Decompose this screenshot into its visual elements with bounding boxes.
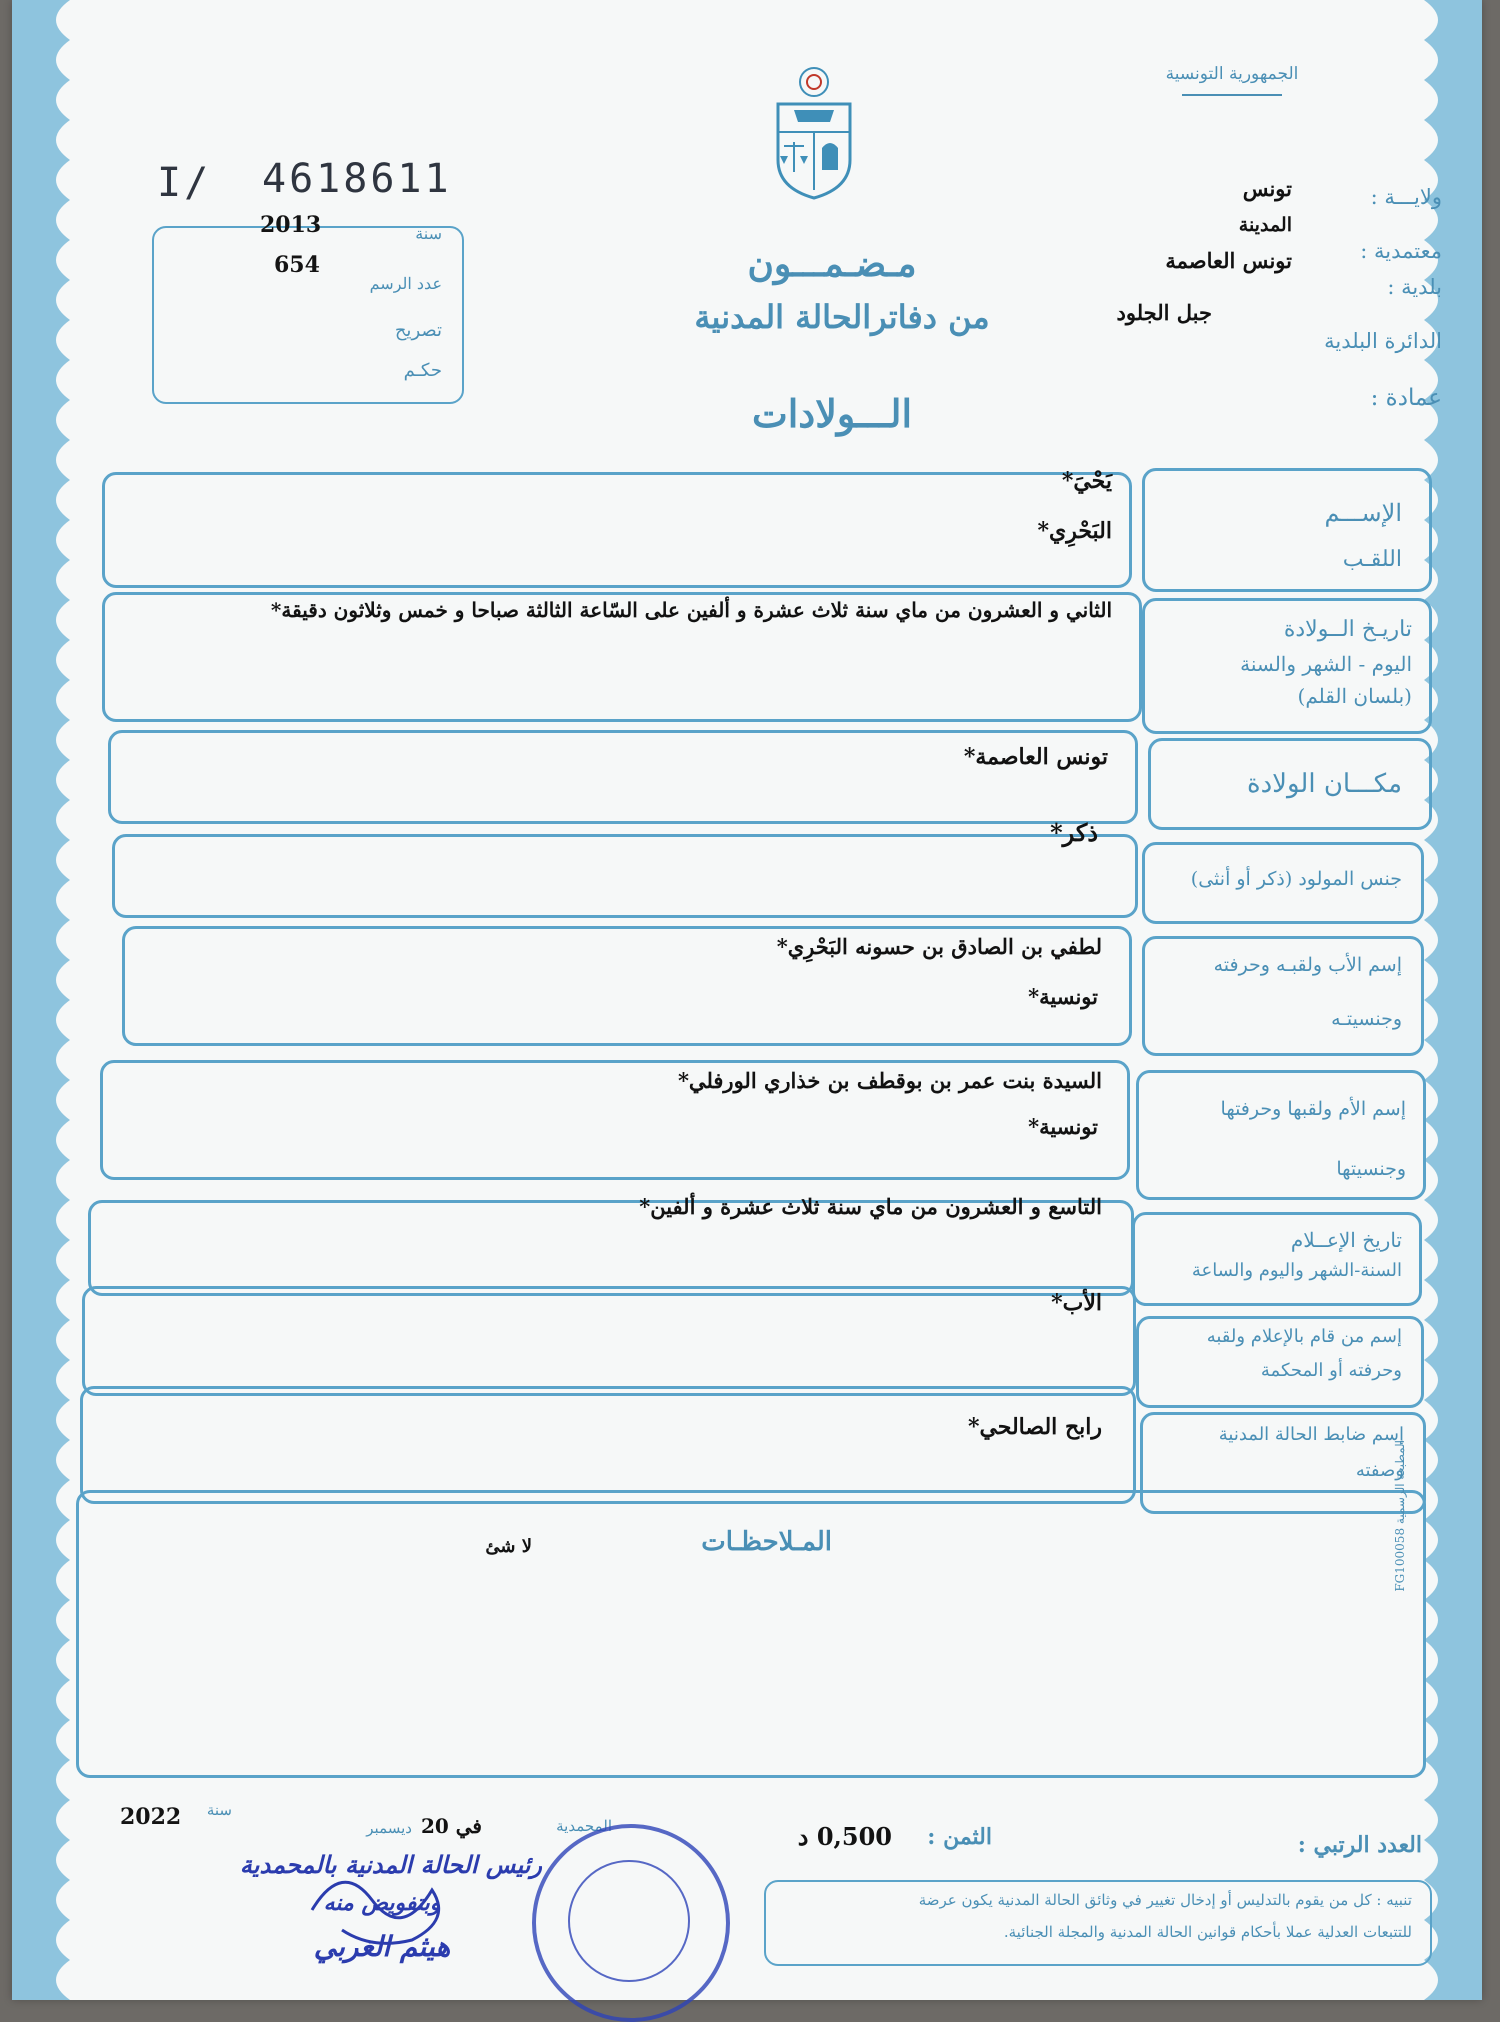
tunisia-coat-of-arms-icon	[764, 60, 864, 200]
date-day: في 20	[420, 1814, 482, 1838]
declaration-label: تصريح	[394, 320, 442, 341]
act-number-label: عدد الرسم	[369, 274, 442, 293]
warning-line-2: للتتبعات العدلية عملا بأحكام قوانين الحالة المدنية والمجلة الجنائية.	[1003, 1923, 1412, 1941]
year-label: سنة	[415, 224, 442, 243]
field-birthdate-label: تاريـخ الــولادة	[1283, 617, 1412, 642]
republic-underline	[1182, 94, 1282, 96]
title-births: الـــولادات	[751, 391, 913, 436]
value-box-officer	[80, 1386, 1136, 1504]
signer-name: هيثم الغربي	[313, 1930, 451, 1963]
signer-delegation: وبتفويض منه	[323, 1890, 441, 1916]
remarks-value: لا شئ	[485, 1536, 532, 1557]
madina-value: المدينة	[1238, 214, 1292, 236]
omada-label: عمادة :	[1370, 385, 1442, 411]
field-officer-value: رابح الصالحي*	[967, 1414, 1102, 1440]
field-birthplace-value: تونس العاصمة*	[963, 744, 1108, 770]
date-month: ديسمبر	[366, 1819, 412, 1837]
field-surname-label: اللقـب	[1342, 547, 1402, 572]
moatamadia-value: تونس العاصمة	[1165, 248, 1292, 273]
moatamadia-label: معتمدية :	[1360, 239, 1442, 263]
place-label: المحمدية	[556, 1817, 612, 1835]
field-name-value: يَحْيَ*	[1061, 468, 1112, 494]
field-father-nationality-value: تونسية*	[1028, 984, 1098, 1009]
official-stamp-inner	[568, 1860, 690, 1982]
price-label: الثمن :	[927, 1824, 992, 1850]
act-number-value: 654	[274, 252, 320, 278]
year-value: 2013	[260, 212, 322, 238]
field-sex-label: جنس المولود (ذكر أو أنثى)	[1190, 868, 1402, 890]
field-father-value: لطفي بن الصادق بن حسونه البَحْرِي*	[776, 934, 1102, 959]
field-declarant-value: الأب*	[1051, 1290, 1102, 1316]
left-guilloche-border	[12, 0, 70, 2000]
field-declaration-date-value: التاسع و العشرون من ماي سنة ثلاث عشرة و ألفين*	[639, 1194, 1102, 1219]
field-birthdate-note: (بلسان القلم)	[1297, 684, 1412, 708]
republic-title: الجمهورية التونسية	[1165, 64, 1299, 84]
serial-no-label: العدد الرتبي :	[1297, 1832, 1422, 1858]
birth-certificate-page	[12, 0, 1482, 2000]
field-father-label: إسم الأب ولقبـه وحرفته	[1213, 954, 1402, 976]
field-mother-label: إسم الأم ولقبها وحرفتها	[1220, 1098, 1406, 1120]
field-declaration-date-sub: السنة-الشهر واليوم والساعة	[1191, 1260, 1402, 1281]
title-registers: من دفاترالحالة المدنية	[694, 298, 990, 336]
serial-prefix: I/	[157, 160, 212, 206]
field-officer-label: إسم ضابط الحالة المدنية	[1218, 1424, 1404, 1445]
signer-title: رئيس الحالة المدنية بالمحمدية	[239, 1850, 542, 1879]
field-surname-value: البَحْرِي*	[1037, 518, 1112, 544]
field-mother-nationality-value: تونسية*	[1028, 1114, 1098, 1139]
title-madmoun: مـضـمـــون	[747, 243, 917, 285]
judgment-label: حكـم	[403, 360, 442, 381]
field-mother-nationality-label: وجنسيتها	[1336, 1158, 1406, 1180]
daira-label: الدائرة البلدية	[1324, 329, 1442, 353]
field-name-label: الإســـم	[1324, 499, 1402, 527]
wilaya-value: تونس	[1242, 176, 1292, 201]
wilaya-label: ولايـــة :	[1370, 185, 1442, 209]
field-father-nationality-label: وجنسيتـه	[1331, 1008, 1402, 1030]
serial-number: 4618611	[262, 156, 452, 202]
field-declarant-label: إسم من قام بالإعلام ولقبه	[1206, 1326, 1402, 1347]
baladia-label: بلدية :	[1387, 275, 1442, 299]
remarks-label: المـلاحظـات	[701, 1527, 832, 1557]
field-mother-value: السيدة بنت عمر بن بوقطف بن خذاري الورفلي*	[677, 1068, 1102, 1093]
daira-value: جبل الجلود	[1116, 300, 1212, 325]
field-declarant-sub: وحرفته أو المحكمة	[1260, 1360, 1402, 1381]
field-sex-value: ذكر*	[1050, 818, 1098, 847]
field-officer-sub: وصفته	[1355, 1460, 1404, 1481]
field-declaration-date-label: تاريخ الإعــلام	[1290, 1228, 1402, 1252]
year-label-footer: سنة	[206, 1801, 232, 1819]
field-birthdate-sub: اليوم - الشهر والسنة	[1240, 652, 1412, 676]
field-birthplace-label: مكـــان الولادة	[1246, 769, 1402, 799]
price-value: 0,500 د	[797, 1822, 892, 1851]
printer-code: المطبعة الرسمية FG100058	[1393, 1440, 1407, 1592]
signature-scribble-icon	[302, 1850, 462, 1960]
field-birthdate-value: الثاني و العشرون من ماي سنة ثلاث عشرة و ألفين على السّاعة الثالثة صباحا و خمس وثلاثون دقيقة*	[270, 598, 1112, 622]
warning-line-1: تنبيه : كل من يقوم بالتدليس أو إدخال تغيير في وثائق الحالة المدنية يكون عرضة	[918, 1891, 1412, 1909]
year-value-footer: 2022	[120, 1804, 182, 1830]
